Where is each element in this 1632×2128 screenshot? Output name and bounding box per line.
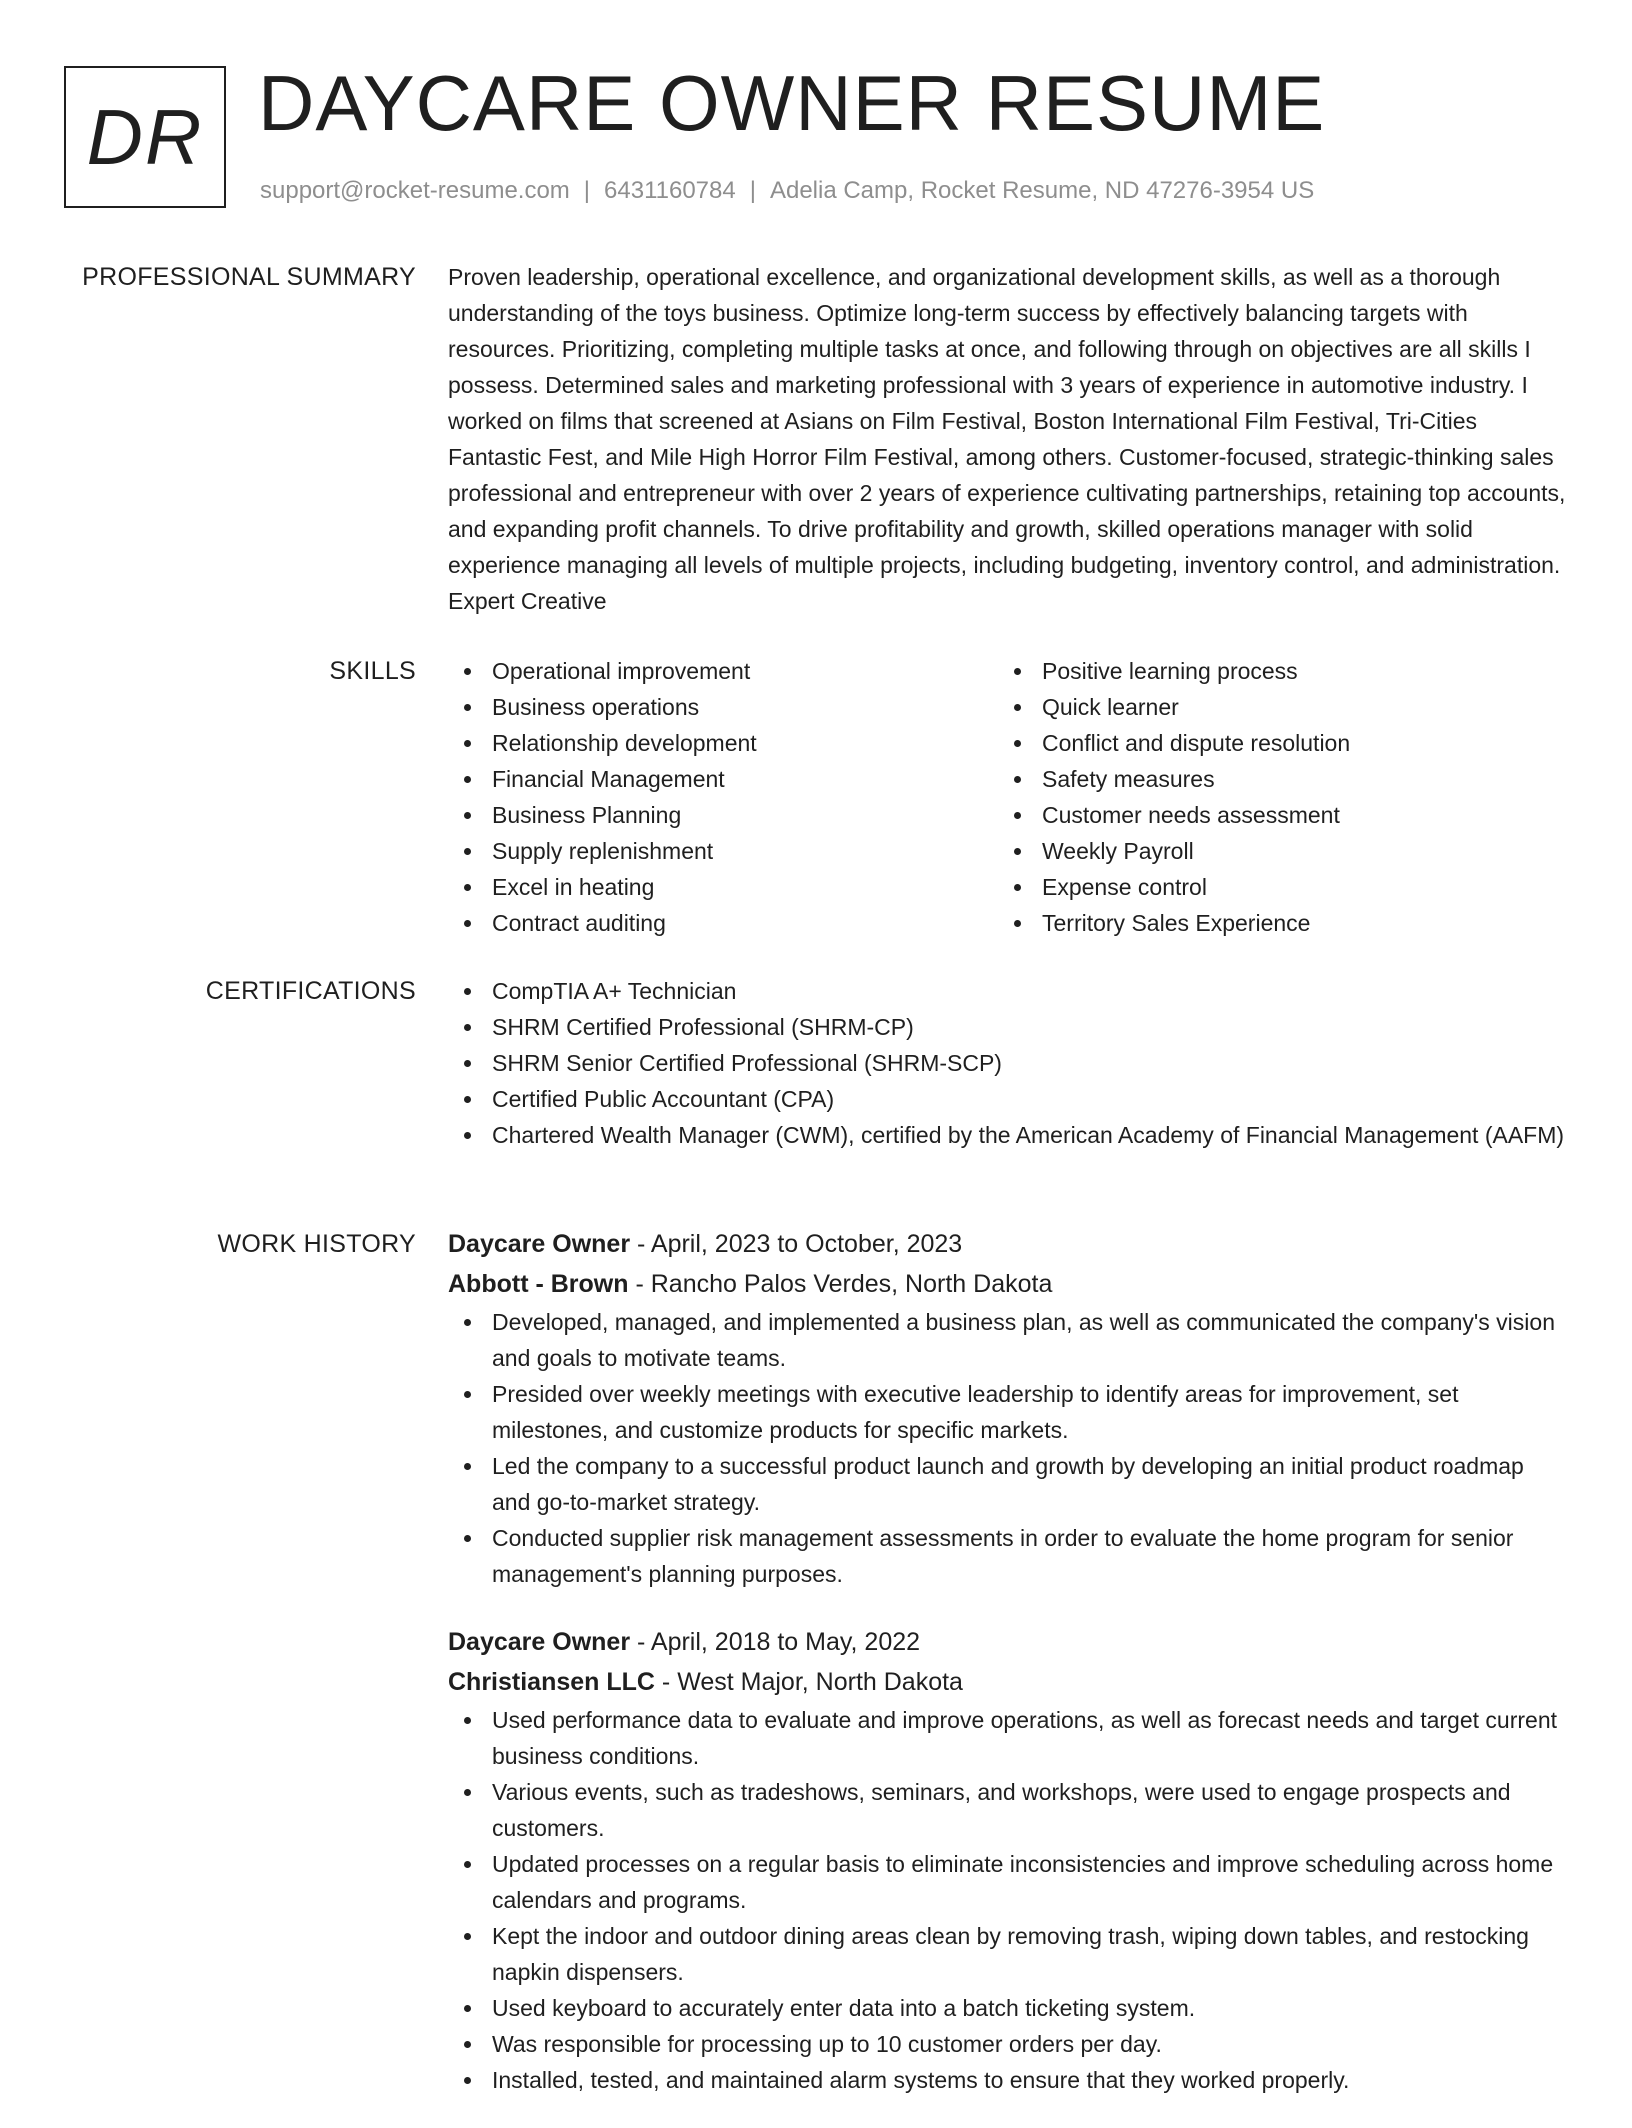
list-item: SHRM Senior Certified Professional (SHRM-SCP) xyxy=(448,1045,1566,1081)
list-item: Relationship development xyxy=(448,725,998,761)
list-item: Supply replenishment xyxy=(448,833,998,869)
list-item: Presided over weekly meetings with executive leadership to identify areas for improvement, set milestones, and customize products for specific markets. xyxy=(448,1376,1566,1448)
job-bullets xyxy=(448,1304,1566,1592)
contact-separator: | xyxy=(749,177,756,204)
section-label-summary: PROFESSIONAL SUMMARY xyxy=(82,263,416,291)
monogram-badge: DR xyxy=(64,66,226,208)
list-item: Quick learner xyxy=(998,689,1548,725)
certifications-body xyxy=(448,973,1566,1153)
skills-body xyxy=(448,653,1566,941)
list-item: Was responsible for processing up to 10 customer orders per day. xyxy=(448,2026,1566,2062)
list-item: Various events, such as tradeshows, seminars, and workshops, were used to engage prospects and customers. xyxy=(448,1774,1566,1846)
skills-columns xyxy=(448,653,1566,941)
list-item: Territory Sales Experience xyxy=(998,905,1548,941)
section-label-skills: SKILLS xyxy=(329,657,416,685)
contact-separator: | xyxy=(583,177,591,204)
job-company-line xyxy=(448,1264,1566,1304)
list-item: Financial Management xyxy=(448,761,998,797)
list-item: SHRM Certified Professional (SHRM-CP) xyxy=(448,1009,1566,1045)
job-entry xyxy=(448,1224,1566,1592)
skills-list-left xyxy=(448,653,998,941)
contact-address: Adelia Camp, Rocket Resume, ND 47276-3954 US xyxy=(769,177,1315,204)
summary-text: Proven leadership, operational excellence, and organizational development skills, as well as a thorough understanding of the toys business. Optimize long-term success by effectively balancing targets with resources. Prioritizing, completing multiple tasks at once, and following through on objectives are all skills I possess. Determined sales and marketing professional with 3 years of experience in automotive industry. I worked on films that screened at Asians on Film Festival, Boston International Film Festival, Tri-Cities Fantastic Fest, and Mile High Horror Film Festival, among others. Customer-focused, strategic-thinking sales professional and entrepreneur with over 2 years of experience cultivating partnerships, retaining top accounts, and expanding profit channels. To drive profitability and growth, skilled operations manager with solid experience managing all levels of multiple projects, including budgeting, inventory control, and administration. Expert Creative xyxy=(448,264,1566,614)
list-item: Used keyboard to accurately enter data into a batch ticketing system. xyxy=(448,1990,1566,2026)
contact-email[interactable]: support@rocket-resume.com xyxy=(260,177,570,204)
list-item: Updated processes on a regular basis to eliminate inconsistencies and improve scheduling across home calendars and programs. xyxy=(448,1846,1566,1918)
job-location: Rancho Palos Verdes, North Dakota xyxy=(650,1270,1053,1298)
work-history-body xyxy=(448,1224,1566,2128)
job-title: Daycare Owner xyxy=(448,1628,631,1656)
list-item: Led the company to a successful product launch and growth by developing an initial product roadmap and go-to-market strategy. xyxy=(448,1448,1566,1520)
contact-line xyxy=(260,176,1314,206)
list-item: CompTIA A+ Technician xyxy=(448,973,1566,1009)
job-company: Christiansen LLC xyxy=(448,1668,655,1696)
list-item: Installed, tested, and maintained alarm systems to ensure that they worked properly. xyxy=(448,2062,1566,2098)
list-item: Safety measures xyxy=(998,761,1548,797)
section-label-work-history: WORK HISTORY xyxy=(217,1230,416,1258)
job-dash: - xyxy=(654,1668,678,1696)
list-item: Excel in heating xyxy=(448,869,998,905)
job-company-line xyxy=(448,1662,1566,1702)
list-item: Certified Public Accountant (CPA) xyxy=(448,1081,1566,1117)
job-dates: April, 2023 to October, 2023 xyxy=(650,1230,963,1258)
job-bullets xyxy=(448,1702,1566,2098)
list-item: Conducted supplier risk management assessments in order to evaluate the home program for senior management's planning purposes. xyxy=(448,1520,1566,1592)
list-item: Business Planning xyxy=(448,797,998,833)
job-entry xyxy=(448,1622,1566,2098)
list-item: Expense control xyxy=(998,869,1548,905)
section-label-certifications: CERTIFICATIONS xyxy=(205,977,416,1005)
job-location: West Major, North Dakota xyxy=(677,1668,963,1696)
list-item: Chartered Wealth Manager (CWM), certified by the American Academy of Financial Management (AAFM) xyxy=(448,1117,1566,1153)
skills-list-right xyxy=(998,653,1548,941)
job-company: Abbott - Brown xyxy=(448,1270,629,1298)
job-dash: - xyxy=(630,1230,651,1258)
list-item: Developed, managed, and implemented a business plan, as well as communicated the company's vision and goals to motivate teams. xyxy=(448,1304,1566,1376)
job-title-line xyxy=(448,1622,1566,1662)
job-dash: - xyxy=(630,1628,651,1656)
list-item: Used performance data to evaluate and improve operations, as well as forecast needs and target current business conditions. xyxy=(448,1702,1566,1774)
list-item: Operational improvement xyxy=(448,653,998,689)
job-title: Daycare Owner xyxy=(448,1230,631,1258)
contact-phone[interactable]: 6431160784 xyxy=(604,177,736,204)
certifications-list xyxy=(448,973,1566,1153)
list-item: Positive learning process xyxy=(998,653,1548,689)
list-item: Weekly Payroll xyxy=(998,833,1548,869)
list-item: Business operations xyxy=(448,689,998,725)
summary-body xyxy=(448,259,1566,619)
list-item: Customer needs assessment xyxy=(998,797,1548,833)
list-item: Kept the indoor and outdoor dining areas clean by removing trash, wiping down tables, and restocking napkin dispensers. xyxy=(448,1918,1566,1990)
page-title: DAYCARE OWNER RESUME xyxy=(258,59,1326,147)
list-item: Conflict and dispute resolution xyxy=(998,725,1548,761)
job-dates: April, 2018 to May, 2022 xyxy=(650,1628,921,1656)
job-title-line xyxy=(448,1224,1566,1264)
list-item: Contract auditing xyxy=(448,905,998,941)
job-dash: - xyxy=(628,1270,651,1298)
